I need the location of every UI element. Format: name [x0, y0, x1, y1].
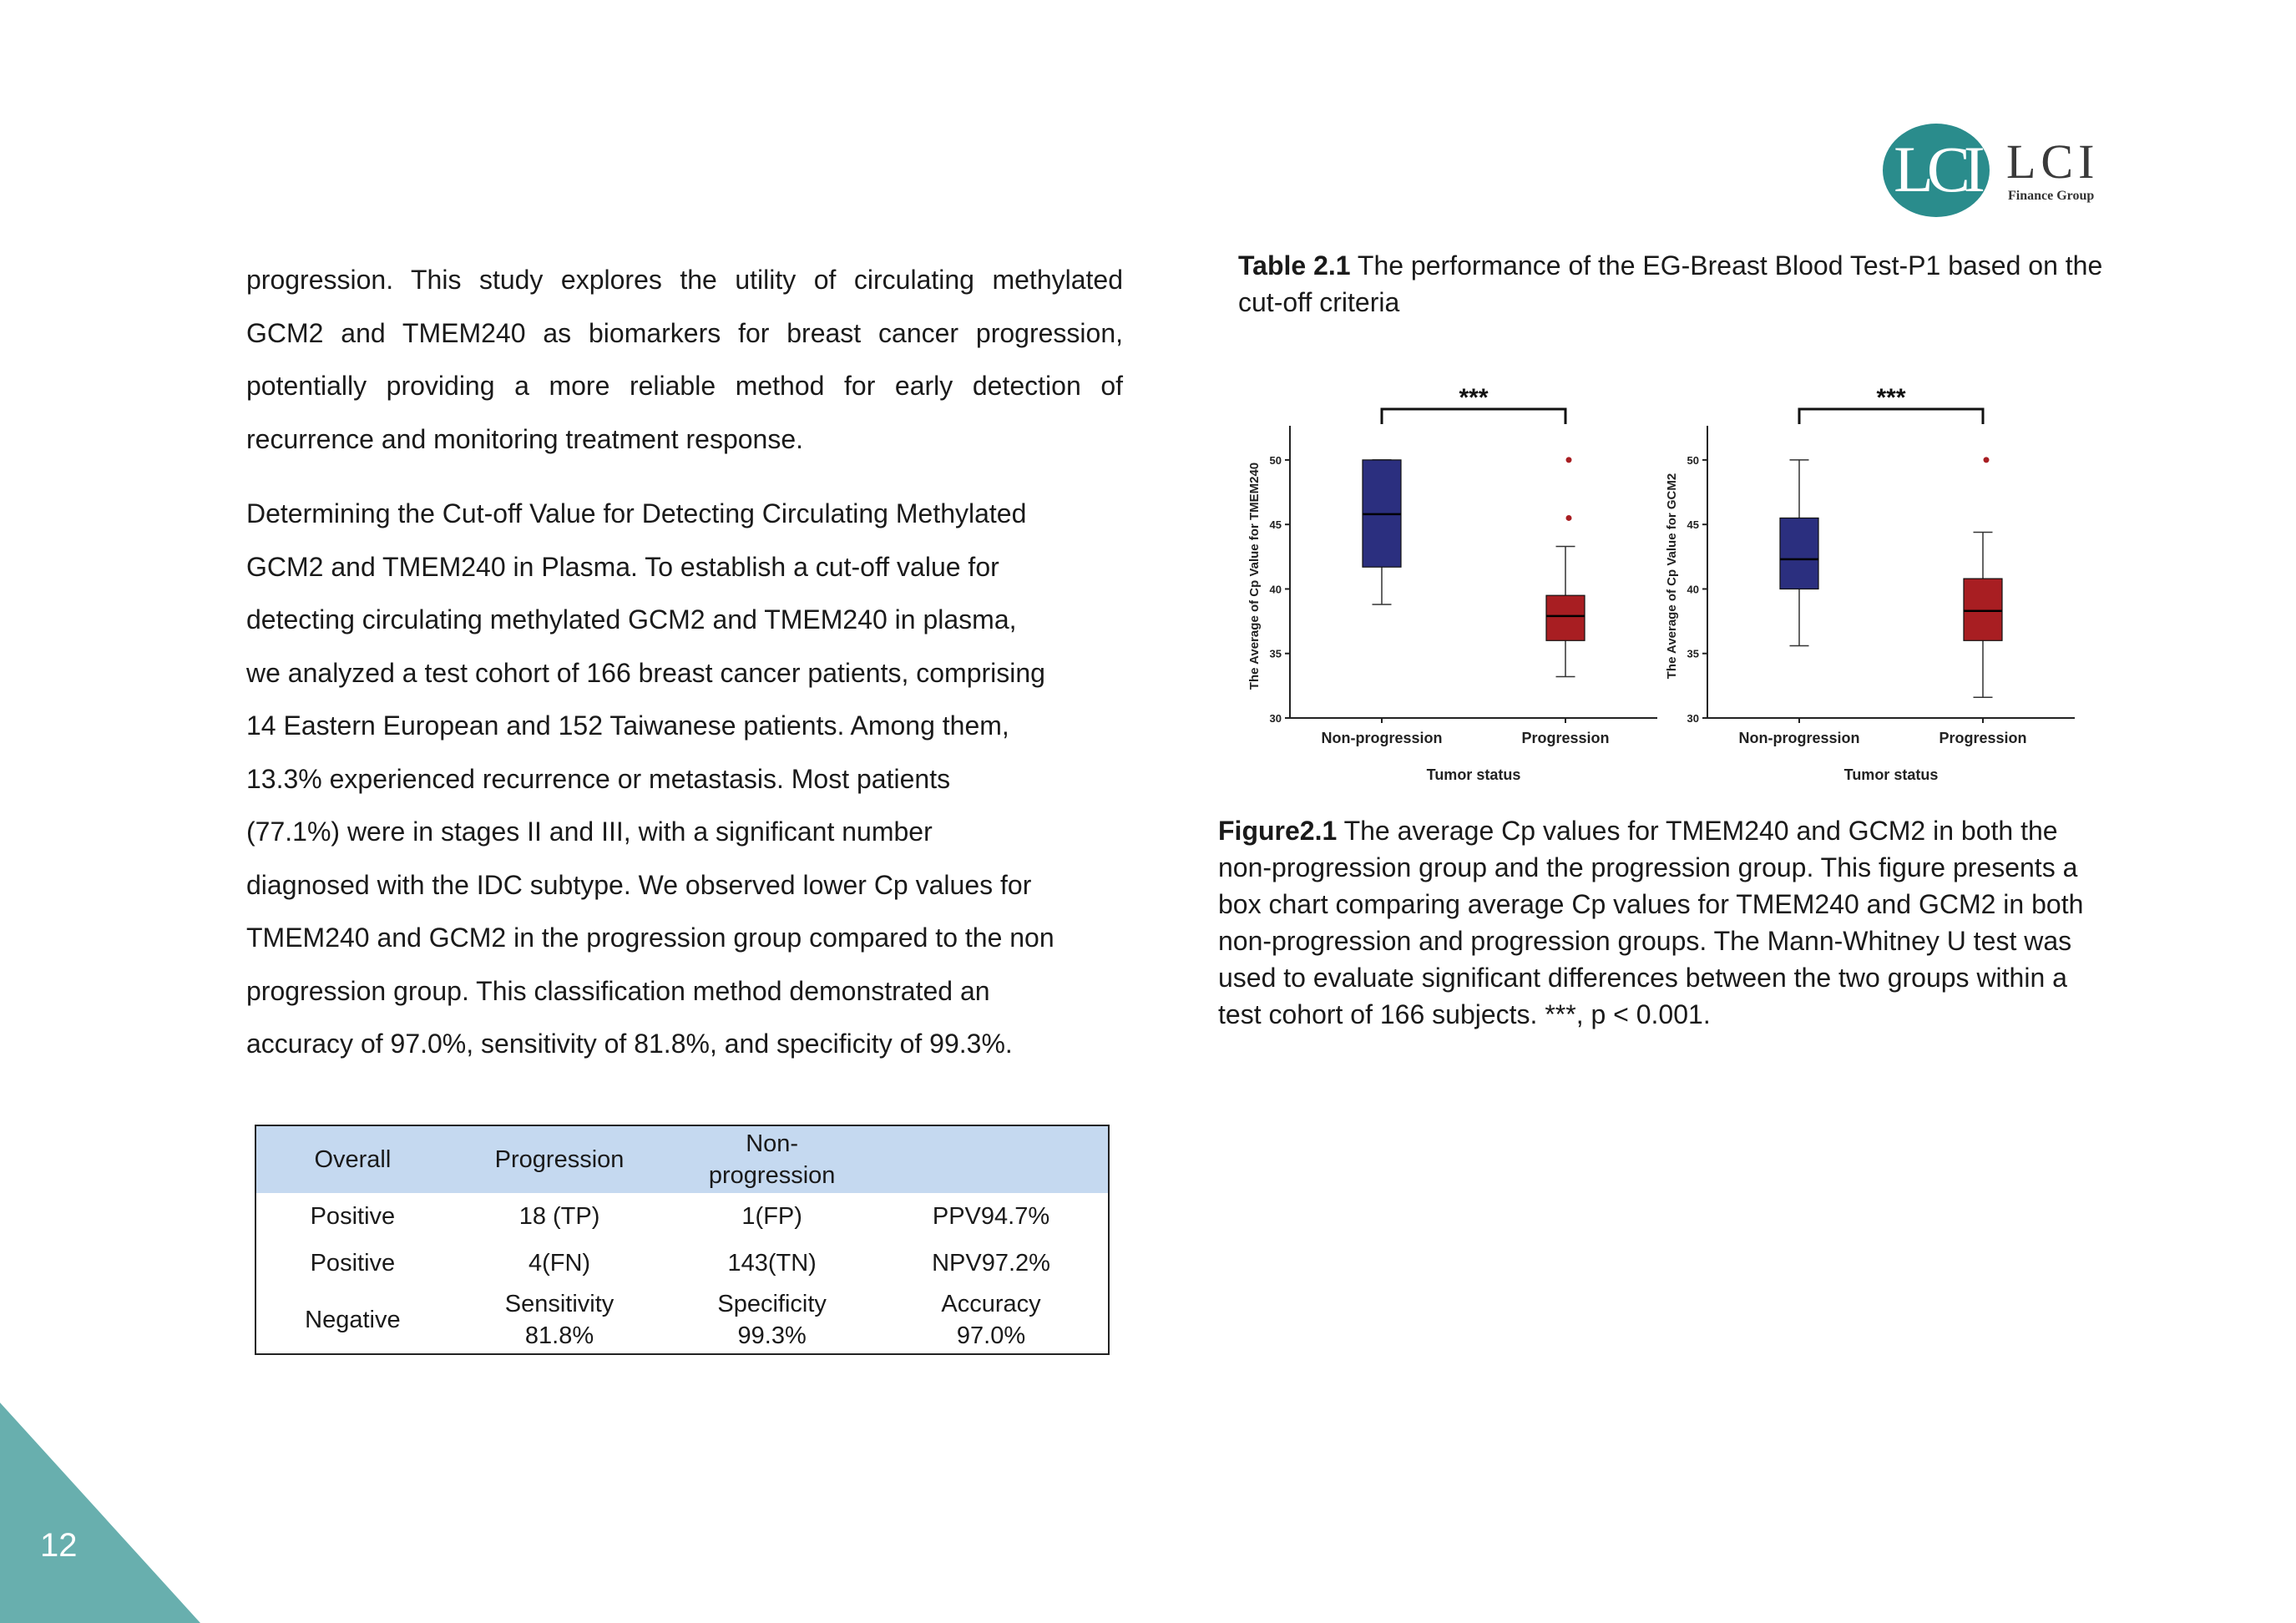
- logo-monogram: LCI: [1894, 133, 1979, 205]
- caption-text: The performance of the EG-Breast Blood Test-P1 based on the cut-off criteria: [1238, 250, 2103, 317]
- x-tick-label: Progression: [1521, 730, 1610, 746]
- text-line: we analyzed a test cohort of 166 breast cancer patients, comprising: [246, 657, 1045, 688]
- performance-table: [255, 1125, 1110, 1355]
- outlier-point: [1984, 457, 1990, 463]
- box: [1964, 579, 2002, 640]
- cell-line: Sensitivity: [504, 1291, 614, 1317]
- x-tick-label: Non-progression: [1321, 730, 1443, 746]
- box: [1546, 595, 1585, 640]
- table-cell: [874, 1287, 1109, 1354]
- caption-lead: Figure2.1: [1218, 816, 1338, 846]
- logo-subtitle: Finance Group: [2008, 189, 2095, 203]
- x-tick-label: Progression: [1939, 730, 2027, 746]
- body-text: [246, 254, 1123, 1071]
- corner-shape: [0, 1403, 200, 1623]
- table-cell: NPV97.2%: [932, 1250, 1050, 1277]
- page-number: 12: [40, 1527, 78, 1564]
- y-tick-label: 40: [1687, 583, 1699, 596]
- table-cell: 1(FP): [741, 1203, 802, 1230]
- company-logo: [1883, 124, 2158, 220]
- corner-triangle: [0, 1403, 200, 1623]
- table-row: [255, 1287, 1109, 1354]
- table-header-cell: [670, 1125, 874, 1193]
- table-row: [255, 1193, 1109, 1240]
- text-line: GCM2 and TMEM240 in Plasma. To establish a cut-off value for: [246, 551, 999, 582]
- table-header-cell: Overall: [255, 1125, 449, 1193]
- text-line: TMEM240 and GCM2 in the progression group compared to the non: [246, 923, 1054, 953]
- y-tick-label: 30: [1269, 712, 1282, 725]
- y-tick-label: 50: [1687, 453, 1699, 467]
- text-line: 14 Eastern European and 152 Taiwanese patients. Among them,: [246, 710, 1009, 741]
- header-line: progression: [708, 1162, 836, 1189]
- table-cell: [449, 1287, 670, 1354]
- text-line: detecting circulating methylated GCM2 and TMEM240 in plasma,: [246, 604, 1017, 635]
- paragraph-intro: progression. This study explores the utility of circulating methylated GCM2 and TMEM240 as biomarkers for breast cancer progression, potentially providing a more reliable method for early detection of recurrence and monitoring treatment response.: [246, 265, 1123, 454]
- table-caption: [1238, 247, 2106, 321]
- table-cell: 18 (TP): [518, 1203, 600, 1230]
- box: [1780, 518, 1818, 589]
- y-tick-label: 45: [1269, 518, 1282, 532]
- text-line: diagnosed with the IDC subtype. We observed lower Cp values for: [246, 869, 1032, 900]
- y-axis-label: The Average of Cp Value for GCM2: [1665, 473, 1679, 680]
- header-line: Non-: [746, 1130, 799, 1157]
- y-tick-label: 45: [1687, 518, 1699, 532]
- significance-label: ***: [1876, 384, 1906, 412]
- table-cell: Positive: [310, 1203, 396, 1230]
- table-cell: 143(TN): [727, 1250, 817, 1277]
- y-tick-label: 35: [1269, 647, 1282, 660]
- y-tick-label: 40: [1269, 583, 1282, 596]
- significance-label: ***: [1459, 384, 1489, 412]
- paragraph-cutoff: [246, 488, 1123, 1071]
- table-cell: Negative: [305, 1307, 401, 1333]
- table-cell: 4(FN): [528, 1250, 591, 1277]
- y-tick-label: 35: [1687, 647, 1699, 660]
- table-header-row: [255, 1125, 1109, 1193]
- y-tick-label: 30: [1687, 712, 1699, 725]
- outlier-point: [1566, 457, 1572, 463]
- table-cell: [670, 1287, 874, 1354]
- cell-line: 81.8%: [524, 1322, 594, 1349]
- x-axis-label: Tumor status: [1843, 766, 1939, 783]
- text-line: progression group. This classification method demonstrated an: [246, 975, 990, 1006]
- table-header-cell: Progression: [449, 1125, 670, 1193]
- cell-line: 99.3%: [737, 1322, 807, 1349]
- caption-text: The average Cp values for TMEM240 and GCM2 in both the non-progression group and the progression group. This figure presents a box chart comparing average Cp values for TMEM240 and GCM2 in both non-progression and progression groups. The Mann-Whitney U test was used to evaluate significant differences between the two groups within a test cohort of 166 subjects. ***, p < 0.001.: [1218, 816, 2084, 1029]
- outlier-point: [1566, 515, 1572, 521]
- text-line: accuracy of 97.0%, sensitivity of 81.8%, and specificity of 99.3%.: [246, 1029, 1013, 1059]
- logo-emblem: [1883, 124, 1990, 217]
- cell-line: 97.0%: [956, 1322, 1026, 1349]
- table-cell: PPV94.7%: [932, 1203, 1050, 1230]
- table-header-cell: [874, 1125, 1109, 1193]
- cell-line: Specificity: [717, 1291, 827, 1317]
- table-row: [255, 1240, 1109, 1287]
- x-tick-label: Non-progression: [1738, 730, 1860, 746]
- cell-line: Accuracy: [941, 1291, 1041, 1317]
- figure-caption: [1218, 812, 2111, 1033]
- text-line: (77.1%) were in stages II and III, with a significant number: [246, 817, 933, 847]
- y-axis-label: The Average of Cp Value for TMEM240: [1247, 462, 1262, 690]
- y-tick-label: 50: [1269, 453, 1282, 467]
- boxplot-figure: [1244, 384, 2079, 785]
- text-line: Determining the Cut-off Value for Detecting Circulating Methylated: [246, 498, 1027, 528]
- table-cell: Positive: [310, 1250, 396, 1277]
- logo-wordmark: LCI: [2006, 134, 2100, 189]
- caption-lead: Table 2.1: [1238, 250, 1351, 281]
- x-axis-label: Tumor status: [1426, 766, 1521, 783]
- text-line: 13.3% experienced recurrence or metastasis. Most patients: [246, 763, 951, 794]
